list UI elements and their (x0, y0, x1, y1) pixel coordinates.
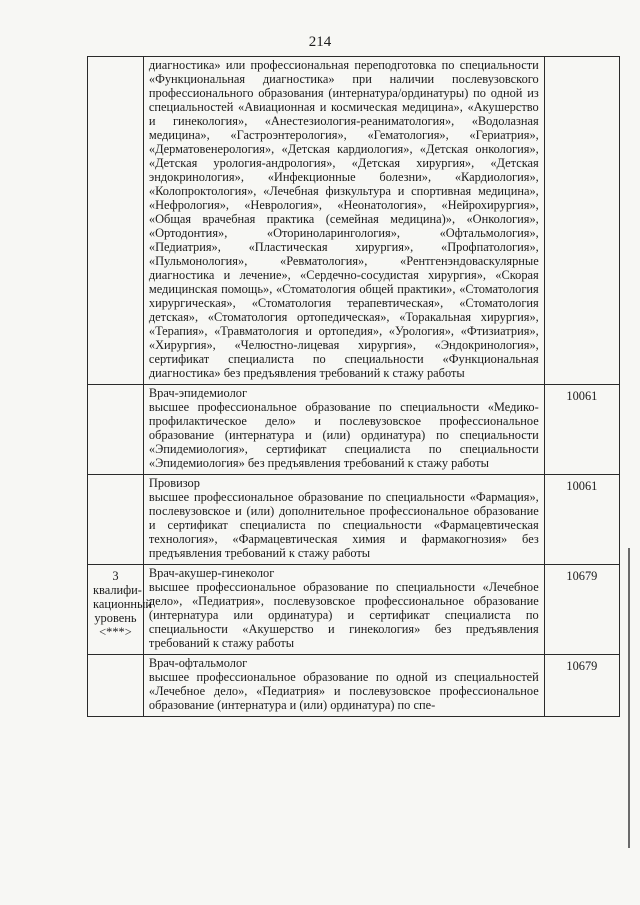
table-row (88, 475, 620, 565)
position-requirements-cell (143, 57, 544, 385)
salary-code-cell: 10679 (544, 655, 619, 717)
position-requirements: высшее профессиональное образование по специальности «Фармация», послевузовское и (или) дополнительное профессиональное образование и сертификат специалиста по специальности «Фармацевтическая технология», «Фармацевтическая химия и фармакогнозия» без предъявления требований к стажу работы (148, 490, 539, 560)
table-row (88, 385, 620, 475)
salary-code-cell: 10679 (544, 565, 619, 655)
qualification-table (87, 56, 620, 717)
scan-edge-line (628, 548, 630, 848)
position-requirements: высшее профессиональное образование по специальности «Лечебное дело», «Педиатрия», послевузовское профессиональное образование (интернатура или ординатура) и сертификат специалиста по специальности «Акушерство и гинекология» без предъявления требований к стажу работы (148, 580, 539, 650)
position-requirements-cell (143, 475, 544, 565)
salary-code-cell: 10061 (544, 475, 619, 565)
qualification-level-cell (88, 475, 144, 565)
qualification-level-cell (88, 385, 144, 475)
position-requirements-cell (143, 385, 544, 475)
qualification-level-cell (88, 57, 144, 385)
table-row (88, 565, 620, 655)
position-requirements: диагностика» или профессиональная переподготовка по специальности «Функциональная диагностика» при наличии послевузовского профессионального образования (интернатура/ординатуры) по одной из специальностей «Авиационная и космическая медицина», «Акушерство и гинекология», «Анестезиология-реаниматология», «Водолазная медицина», «Гастроэнтерология», «Гематология», «Гериатрия», «Дерматовенерология», «Детская кардиология», «Детская онкология», «Детская урология-андрология», «Детская хирургия», «Детская эндокринология», «Инфекционные болезни», «Кардиология», «Колопроктология», «Лечебная физкультура и спортивная медицина», «Нефрология», «Неврология», «Неонатология», «Нейрохирургия», «Общая врачебная практика (семейная медицина)», «Онкология», «Ортодонтия», «Оториноларингология», «Офтальмология», «Педиатрия», «Пластическая хирургия», «Профпатология», «Пульмонология», «Ревматология», «Рентгенэндоваскулярные диагностика и лечение», «Сердечно-сосудистая хирургия», «Скорая медицинская помощь», «Стоматология общей практики», «Стоматология хирургическая», «Стоматология терапевтическая», «Стоматология детская», «Стоматология ортопедическая», «Торакальная хирургия», «Терапия», «Травматология и ортопедия», «Урология», «Фтизиатрия», «Хирургия», «Челюстно-лицевая хирургия», «Эндокринология», сертификат специалиста по специальности «Функциональная диагностика» без предъявления требований к стажу работы (148, 58, 539, 380)
position-title: Врач-эпидемиолог (148, 386, 248, 400)
position-title: Провизор (148, 476, 200, 490)
position-requirements: высшее профессиональное образование по одной из специальностей «Лечебное дело», «Педиатрия» и послевузовское профессиональное образование (интернатура и (или) ординатура) по спе- (148, 670, 539, 712)
table-row (88, 655, 620, 717)
position-requirements-cell (143, 655, 544, 717)
table-row (88, 57, 620, 385)
salary-code-cell: 10061 (544, 385, 619, 475)
position-requirements: высшее профессиональное образование по специальности «Медико-профилактическое дело» и послевузовское профессиональное образование (интернатура и (или) ординатура) по специальности «Эпидемиология», сертификат специалиста по специальности «Эпидемиология» без предъявления требований к стажу работы (148, 400, 539, 470)
qualification-level-cell (88, 655, 144, 717)
position-requirements-cell (143, 565, 544, 655)
page-number: 214 (308, 34, 332, 50)
salary-code-cell (544, 57, 619, 385)
position-title: Врач-офтальмолог (148, 656, 248, 670)
qualification-level-cell: 3 квалифи-кационный уровень <***> (88, 565, 144, 655)
position-title: Врач-акушер-гинеколог (148, 566, 275, 580)
